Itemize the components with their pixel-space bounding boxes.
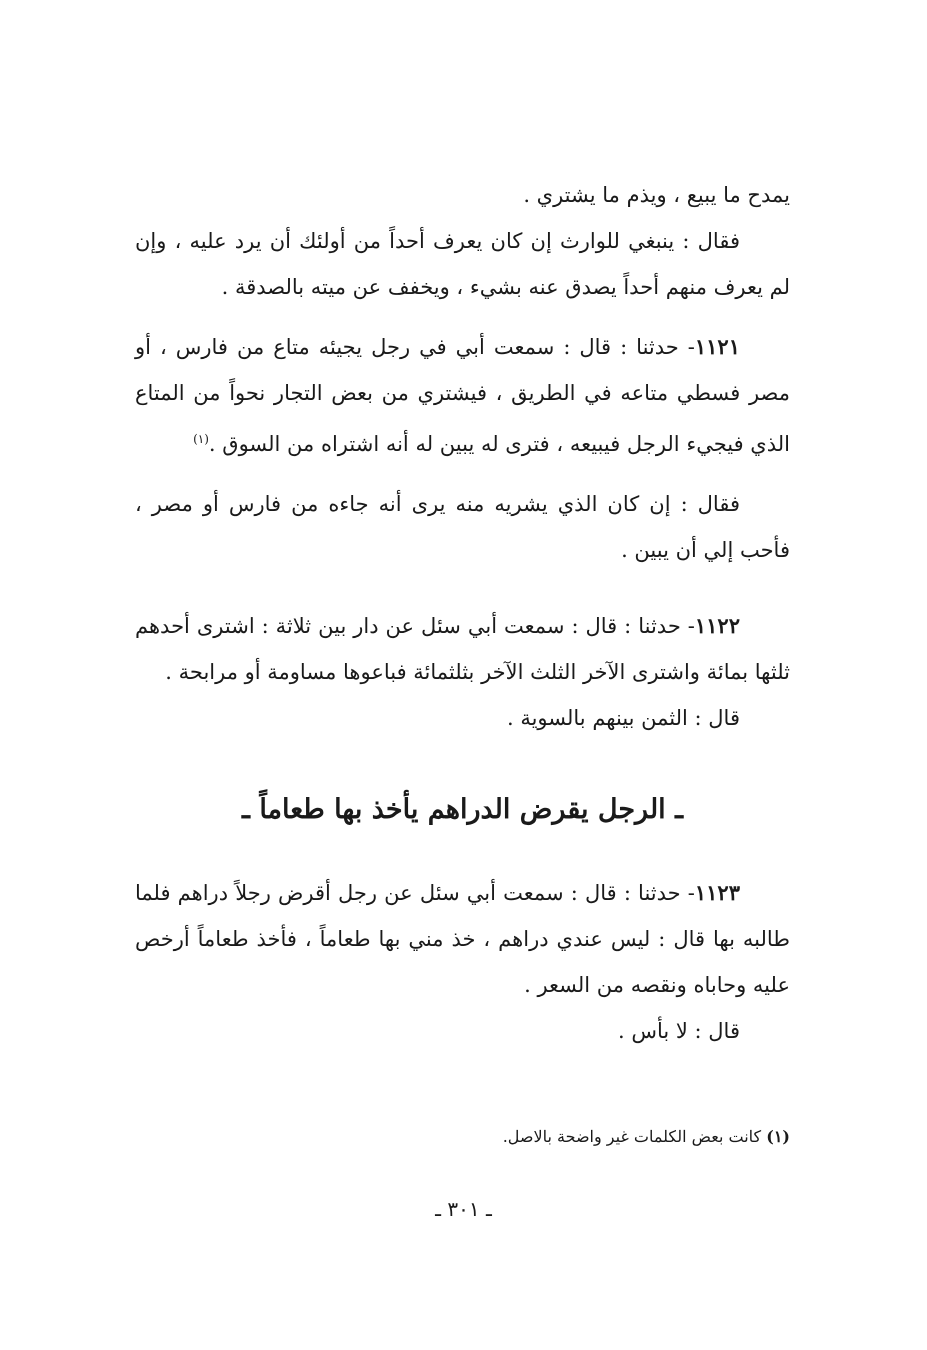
answer-1122: قال : الثمن بينهم بالسوية . [506,706,740,730]
footnote [135,1122,790,1152]
entry-text-1122: - حدثنا : قال : سمعت أبي سئل عن دار بين ثلاثة : اشترى أحدهم ثلثها بمائة واشترى الآخر الثلث الآخر بثلثمائة فباعوها مساومة أو مرابحة . [135,614,790,684]
entry-number-1122: ١١٢٢ [694,613,740,638]
footnote-text: كانت بعض الكلمات غير واضحة بالاصل. [502,1127,762,1146]
entry-text-1121: - حدثنا : قال : سمعت أبي في رجل يجيئه متاع من فارس ، أو مصر فسطي متاعه في الطريق ، فيشتري من بعض التجار نحواً من المتاع الذي فيجيء الرجل فيبيعه ، فترى له يبين له أنه اشتراه من السوق . [135,335,790,456]
footnote-number: (١) [766,1127,790,1146]
entry-1121 [135,324,790,467]
paragraph-answer-1120: فقال : ينبغي للوارث إن كان يعرف أحداً من أولئك أن يرد عليه ، وإن لم يعرف منهم أحداً يصدق عنه بشيء ، ويخفف عن ميته بالصدقة . [135,229,790,299]
entry-1122 [135,603,790,695]
entry-text-1123: - حدثنا : قال : سمعت أبي سئل عن رجل أقرض رجلاً دراهم فلما طالبه بها قال : ليس عندي دراهم ، خذ مني بها طعاماً ، فأخذ طعاماً أرخص عليه وحاباه ونقصه من السعر . [135,881,790,997]
footnote-marker: (١) [193,432,209,446]
paragraph-continuation: يمدح ما يبيع ، ويذم ما يشتري . [523,183,790,207]
main-text-block [135,172,790,741]
page-number: ـ ٣٠١ ـ [435,1197,492,1221]
section-heading: ـ الرجل يقرض الدراهم يأخذ بها طعاماً ـ [242,794,683,825]
entry-number-1123: ١١٢٣ [694,880,740,905]
entry-number-1121: ١١٢١ [694,334,740,359]
answer-1123: قال : لا بأس . [617,1019,740,1043]
entry-1123 [135,870,790,1008]
answer-1121: فقال : إن كان الذي يشريه منه يرى أنه جاءه من فارس أو مصر ، فأحب إلي أن يبين . [135,492,790,562]
second-text-block [135,870,790,1054]
